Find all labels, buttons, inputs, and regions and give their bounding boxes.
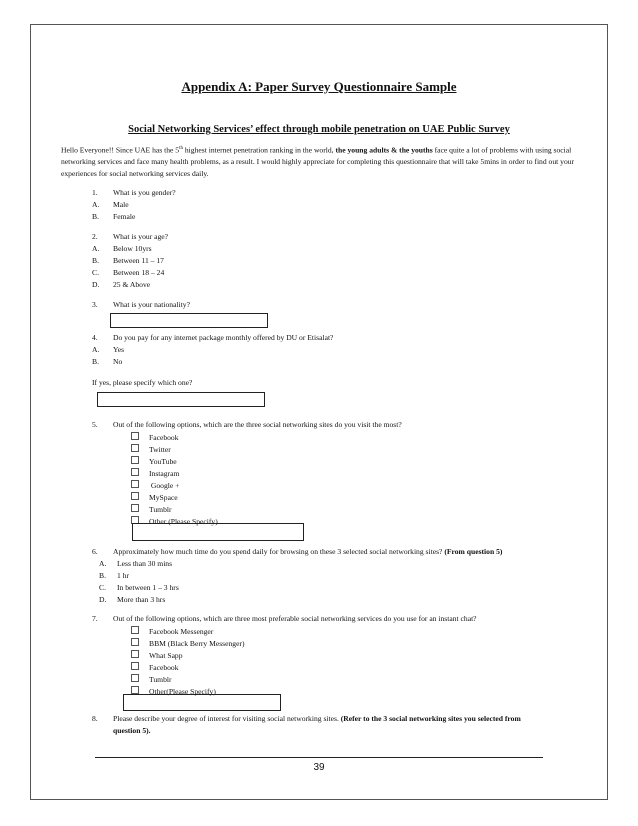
checkbox-icon[interactable] (131, 686, 139, 694)
q5-option[interactable] (131, 456, 177, 467)
q5-option[interactable] (131, 492, 178, 503)
q2-option-letter: A. (92, 244, 100, 253)
q6-option-letter: D. (99, 595, 107, 604)
q1-number: 1. (92, 188, 98, 197)
q7-option[interactable] (131, 626, 213, 637)
q7-text: Out of the following options, which are three most preferable social networking services do you use for an instant chat? (113, 614, 477, 623)
q6-option[interactable]: More than 3 hrs (117, 595, 166, 604)
nationality-input[interactable] (110, 313, 268, 328)
q5-text: Out of the following options, which are the three social networking sites do you visit the most? (113, 420, 402, 429)
intro-text-2: highest internet penetration ranking in the world, (182, 145, 336, 155)
q6-option[interactable]: In between 1 – 3 hrs (117, 583, 179, 592)
q2-option-letter: B. (92, 256, 99, 265)
checkbox-icon[interactable] (131, 662, 139, 670)
q7-option-label: Other(Please Specify) (149, 687, 216, 696)
checkbox-icon[interactable] (131, 650, 139, 658)
q7-option-label: Tumblr (149, 675, 172, 684)
q5-option[interactable] (131, 468, 179, 479)
q2-option[interactable]: 25 & Above (113, 280, 151, 289)
q8-text-bold: (Refer to the 3 social networking sites you selected from (340, 714, 521, 723)
q1-option-male[interactable]: Male (113, 200, 129, 209)
q5-option[interactable] (131, 432, 179, 443)
checkbox-icon[interactable] (131, 626, 139, 634)
q4-followup: If yes, please specify which one? (92, 378, 193, 387)
q1-option-letter: A. (92, 200, 100, 209)
q2-option-letter: C. (92, 268, 99, 277)
q4-option-yes[interactable]: Yes (113, 345, 125, 354)
q5-option-label: Google + (149, 481, 180, 490)
q6-number: 6. (92, 547, 98, 556)
q5-option-label: Instagram (149, 469, 180, 478)
q7-option[interactable] (131, 662, 179, 673)
q5-option[interactable] (131, 480, 179, 491)
q6-text-main: Approximately how much time do you spend daily for browsing on these 3 selected social networking sites? (113, 547, 445, 556)
q5-option-label: Facebook (149, 433, 179, 442)
intro-text-3: face quite a lot of problems with using social networking services and face many health problems, as a result. I would highly appreciate for completing this questionnaire that will take 5mins in order to find out your experiences for social networking services daily. (61, 145, 575, 178)
package-input[interactable] (97, 392, 265, 407)
q7-number: 7. (92, 614, 98, 623)
checkbox-icon[interactable] (131, 638, 139, 646)
q5-option[interactable] (131, 444, 171, 455)
q7-option[interactable] (131, 650, 183, 661)
q3-number: 3. (92, 300, 98, 309)
q4-option-letter: A. (92, 345, 100, 354)
page-title: Appendix A: Paper Survey Questionnaire Sample (181, 79, 457, 94)
q5-option[interactable] (131, 504, 172, 515)
q5-option-label: YouTube (149, 457, 177, 466)
footer-divider (95, 757, 543, 758)
q8-number: 8. (92, 714, 98, 723)
q1-text: What is you gender? (113, 188, 176, 197)
q6-option-letter: C. (99, 583, 106, 592)
q7-option-label: Facebook (149, 663, 179, 672)
q2-number: 2. (92, 232, 98, 241)
q8-text (113, 714, 521, 724)
q4-option-letter: B. (92, 357, 99, 366)
q7-option[interactable] (131, 638, 245, 649)
other-sites-input[interactable] (132, 523, 304, 541)
q2-option[interactable]: Between 18 – 24 (113, 268, 165, 277)
q4-number: 4. (92, 333, 98, 342)
q6-text-bold: (From question 5) (444, 547, 503, 556)
intro-sup: th (179, 146, 183, 151)
q2-option-letter: D. (92, 280, 100, 289)
q7-option[interactable] (131, 674, 172, 685)
intro-bold: the young adults & the youths (335, 145, 433, 155)
q3-text: What is your nationality? (113, 300, 190, 309)
q8-text-bold-2: question 5). (113, 726, 151, 735)
q2-text: What is your age? (113, 232, 169, 241)
checkbox-icon[interactable] (131, 504, 139, 512)
page-border (30, 24, 608, 800)
page-number: 39 (313, 762, 325, 773)
q5-option-label: Tumblr (149, 505, 172, 514)
q4-option-no[interactable]: No (113, 357, 123, 366)
intro-paragraph (61, 143, 581, 179)
q6-option[interactable]: Less than 30 mins (117, 559, 173, 568)
q2-option[interactable]: Below 10yrs (113, 244, 152, 253)
checkbox-icon[interactable] (131, 468, 139, 476)
q7-option-label: BBM (Black Berry Messenger) (149, 639, 245, 648)
q6-option[interactable]: 1 hr (117, 571, 130, 580)
checkbox-icon[interactable] (131, 444, 139, 452)
other-chat-input[interactable] (123, 694, 281, 711)
q8-text-main: Please describe your degree of interest for visiting social networking sites. (113, 714, 341, 723)
survey-subtitle: Social Networking Services’ effect through mobile penetration on UAE Public Survey (128, 124, 510, 135)
q5-option-label: Twitter (149, 445, 171, 454)
q6-text (113, 547, 502, 557)
q5-option-label: MySpace (149, 493, 178, 502)
q2-option[interactable]: Between 11 – 17 (113, 256, 164, 265)
checkbox-icon[interactable] (131, 456, 139, 464)
checkbox-icon[interactable] (131, 432, 139, 440)
q1-option-female[interactable]: Female (113, 212, 136, 221)
q1-option-letter: B. (92, 212, 99, 221)
checkbox-icon[interactable] (131, 674, 139, 682)
q5-number: 5. (92, 420, 98, 429)
q7-option-label: What Sapp (149, 651, 183, 660)
checkbox-icon[interactable] (131, 480, 139, 488)
q6-option-letter: A. (99, 559, 107, 568)
intro-text-1: Hello Everyone!! Since UAE has the 5 (61, 145, 180, 155)
q7-option-label: Facebook Messenger (149, 627, 214, 636)
q4-text: Do you pay for any internet package monthly offered by DU or Etisalat? (113, 333, 334, 342)
q5-option-label: Other (Please Specify) (149, 517, 218, 526)
q6-option-letter: B. (99, 571, 106, 580)
checkbox-icon[interactable] (131, 492, 139, 500)
